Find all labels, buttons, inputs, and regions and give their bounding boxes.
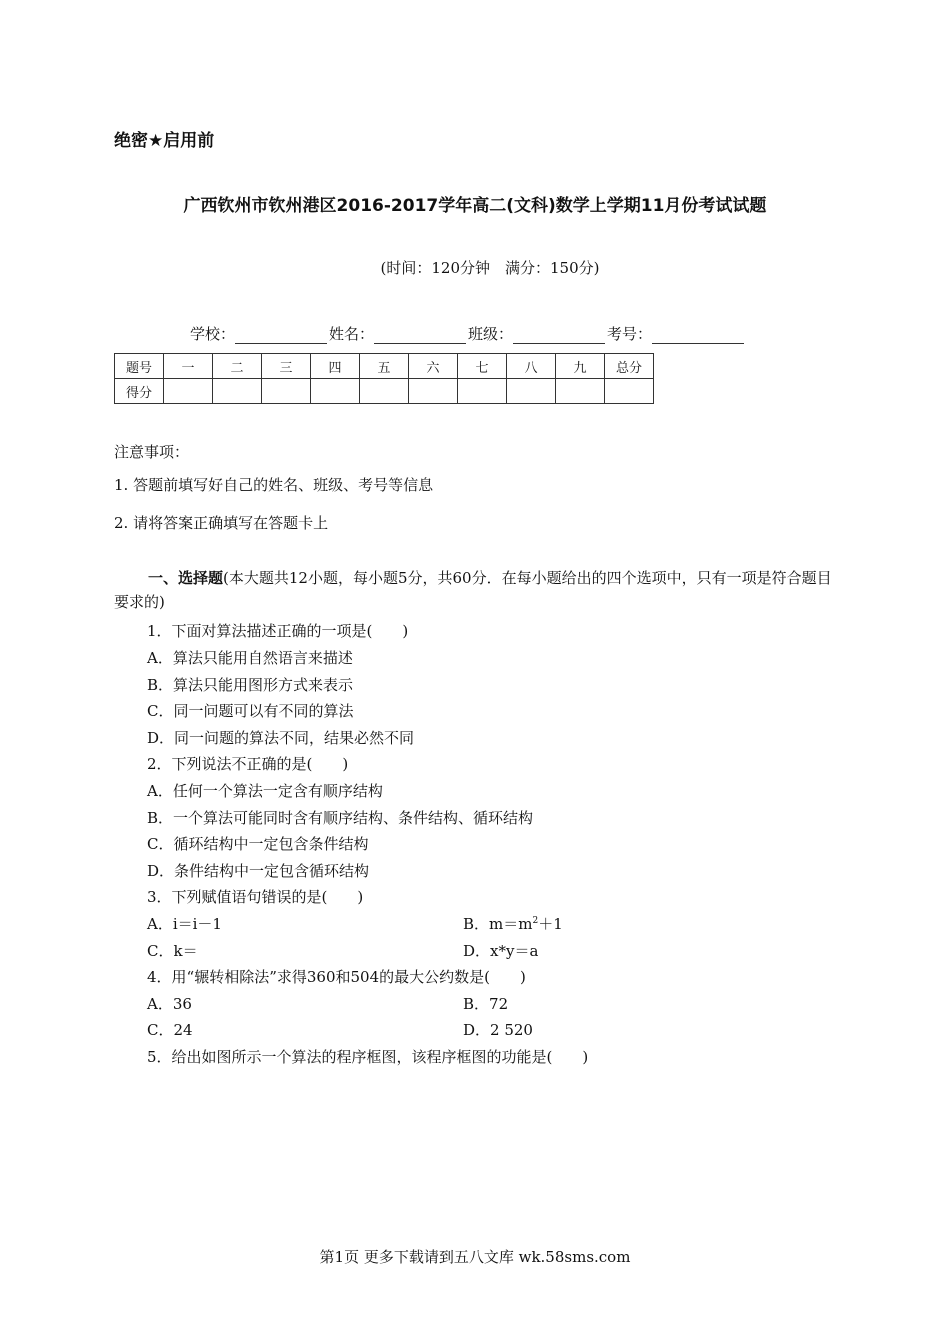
notice-title: 注意事项： (114, 443, 190, 461)
time-info: (时间：120分钟 满分：150分) (380, 259, 600, 277)
score-cell-empty (605, 379, 654, 404)
score-cell-empty (262, 379, 311, 404)
secret-label: 绝密★启用前 (114, 131, 215, 151)
exam-no-blank (652, 329, 744, 344)
score-cell-header: 总分 (605, 354, 654, 379)
school-blank (235, 329, 327, 344)
exam-no-label: 考号： (607, 325, 653, 343)
score-cell-empty (556, 379, 605, 404)
score-cell-empty (213, 379, 262, 404)
name-label: 姓名： (329, 325, 375, 343)
option-4c: C．24 (147, 1021, 193, 1039)
option-3b-base: B．m＝m (463, 915, 533, 933)
option-1b: B．算法只能用图形方式来表示 (147, 676, 354, 694)
score-cell-header: 四 (311, 354, 360, 379)
score-cell-empty (360, 379, 409, 404)
score-cell-header: 九 (556, 354, 605, 379)
score-cell-header: 题号 (115, 354, 164, 379)
option-2d: D．条件结构中一定包含循环结构 (147, 862, 370, 880)
score-cell-header: 一 (164, 354, 213, 379)
school-label: 学校： (190, 325, 236, 343)
option-2c: C．循环结构中一定包含条件结构 (147, 835, 369, 853)
score-cell-empty (507, 379, 556, 404)
score-cell-header: 五 (360, 354, 409, 379)
option-1d: D．同一问题的算法不同，结果必然不同 (147, 729, 415, 747)
score-cell-header: 三 (262, 354, 311, 379)
option-3b-sup: 2 (532, 916, 539, 926)
section-heading (114, 566, 844, 614)
score-table-header-row (115, 354, 654, 379)
option-4b: B．72 (463, 995, 509, 1013)
option-2a: A．任何一个算法一定含有顺序结构 (147, 782, 383, 800)
option-4d: D．2 520 (463, 1021, 533, 1039)
option-3d: D．x*y＝a (463, 942, 539, 960)
score-cell-label: 得分 (115, 379, 164, 404)
option-3b (463, 913, 563, 934)
score-cell-empty (164, 379, 213, 404)
option-3c: C．k＝ (147, 942, 198, 960)
name-blank (374, 329, 466, 344)
page-footer: 第1页 更多下载请到五八文库 wk.58sms.com (319, 1248, 631, 1266)
score-table-score-row (115, 379, 654, 404)
score-cell-header: 七 (458, 354, 507, 379)
question-4: 4．用“辗转相除法”求得360和504的最大公约数是( ) (147, 968, 526, 986)
option-1c: C．同一问题可以有不同的算法 (147, 702, 354, 720)
info-fields (190, 323, 746, 344)
class-label: 班级： (468, 325, 514, 343)
score-cell-empty (409, 379, 458, 404)
score-cell-empty (458, 379, 507, 404)
option-3b-rest: ＋1 (538, 915, 563, 933)
page-title: 广西钦州市钦州港区2016-2017学年高二(文科)数学上学期11月份考试试题 (183, 196, 767, 216)
score-table (114, 353, 654, 404)
score-cell-header: 八 (507, 354, 556, 379)
question-1: 1．下面对算法描述正确的一项是( ) (147, 622, 409, 640)
score-cell-header: 二 (213, 354, 262, 379)
score-cell-empty (311, 379, 360, 404)
section-desc: (本大题共12小题，每小题5分，共60分．在每小题给出的四个选项中，只有一项是符合题目要求的) (114, 569, 832, 611)
option-1a: A．算法只能用自然语言来描述 (147, 649, 353, 667)
question-3: 3．下列赋值语句错误的是( ) (147, 888, 364, 906)
option-3a: A．i＝i－1 (147, 915, 222, 933)
question-5: 5．给出如图所示一个算法的程序框图，该程序框图的功能是( ) (147, 1048, 589, 1066)
section-title: 一、选择题 (148, 569, 224, 587)
question-2: 2．下列说法不正确的是( ) (147, 755, 349, 773)
score-cell-header: 六 (409, 354, 458, 379)
class-blank (513, 329, 605, 344)
notice-item: 2. 请将答案正确填写在答题卡上 (114, 514, 329, 532)
option-4a: A．36 (147, 995, 192, 1013)
notice-item: 1. 答题前填写好自己的姓名、班级、考号等信息 (114, 476, 434, 494)
option-2b: B．一个算法可能同时含有顺序结构、条件结构、循环结构 (147, 809, 534, 827)
